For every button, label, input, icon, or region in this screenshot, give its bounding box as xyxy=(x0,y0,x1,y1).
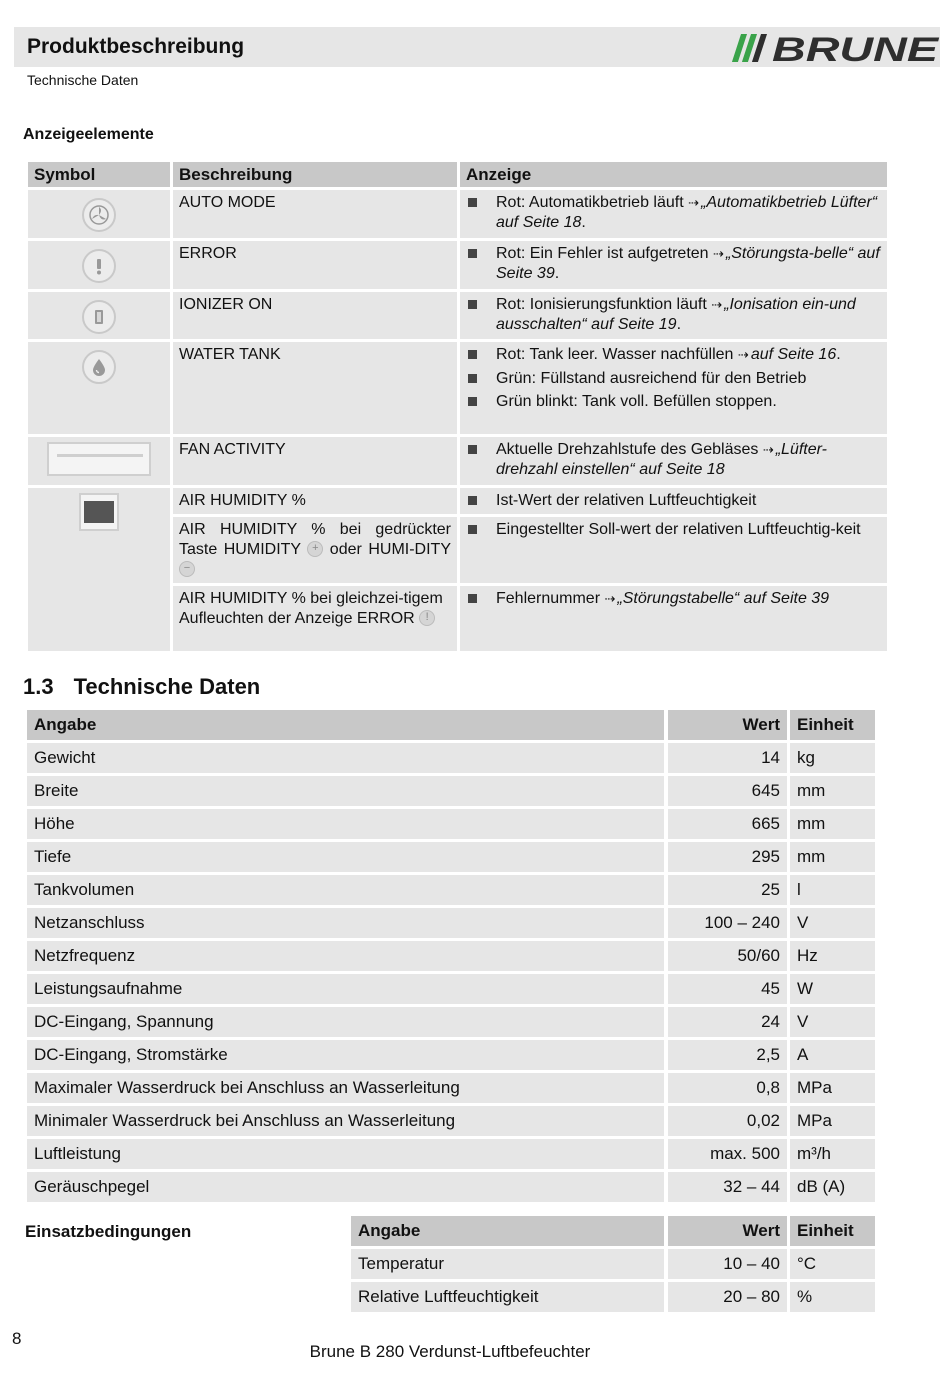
indicator-entry xyxy=(496,295,881,334)
spec-name: Gewicht xyxy=(27,743,664,773)
spec-unit: °C xyxy=(790,1249,875,1279)
indicator-entry xyxy=(496,520,881,540)
entry-text: Rot: Tank leer. Wasser nachfüllen xyxy=(496,346,738,363)
arrow-icon: ⇢ xyxy=(688,195,700,210)
page-reference: auf Seite 16 xyxy=(750,346,837,363)
spec-value: 645 xyxy=(668,776,787,806)
entry-text: Ist-Wert der relativen Luftfeuchtigkeit xyxy=(496,492,757,509)
column-header: Einheit xyxy=(790,1216,875,1246)
logo-text: BRUNE xyxy=(772,31,940,65)
description-label: oder HUMI-DITY xyxy=(323,540,451,558)
spec-unit: A xyxy=(790,1040,875,1070)
indicator-entry xyxy=(496,392,881,412)
entry-text: Grün: Füllstand ausreichend für den Betrieb xyxy=(496,369,807,387)
operating-conditions-label: Einsatzbedingungen xyxy=(25,1222,192,1241)
entry-tail: . xyxy=(581,213,586,231)
spec-name: Minimaler Wasserdruck bei Anschluss an Wasserleitung xyxy=(27,1106,664,1136)
spec-unit: Hz xyxy=(790,941,875,971)
page-subtitle: Technische Daten xyxy=(27,72,139,88)
spec-value: max. 500 xyxy=(668,1139,787,1169)
spec-unit: mm xyxy=(790,842,875,872)
description-cell xyxy=(173,342,457,434)
column-header: Einheit xyxy=(790,710,875,740)
spec-name: Netzanschluss xyxy=(27,908,664,938)
arrow-icon: ⇢ xyxy=(713,246,724,261)
spec-name: Geräuschpegel xyxy=(27,1172,664,1202)
spec-name: Tiefe xyxy=(27,842,664,872)
arrow-icon: ⇢ xyxy=(711,297,723,312)
spec-unit: MPa xyxy=(790,1106,875,1136)
indicator-entry xyxy=(496,491,881,511)
section-number: 1.3 xyxy=(23,674,54,699)
entry-tail: . xyxy=(836,346,841,363)
page-reference: „Lüfter-drehzahl einstellen“ auf Seite 18 xyxy=(496,441,827,478)
spec-unit: V xyxy=(790,1007,875,1037)
exclamation-icon xyxy=(82,249,116,283)
spec-value: 665 xyxy=(668,809,787,839)
exclamation-icon: ! xyxy=(419,610,435,626)
display-section-label: Anzeigeelemente xyxy=(23,126,154,143)
description-cell xyxy=(173,517,457,583)
page-number: 8 xyxy=(12,1329,22,1348)
indicator-entry xyxy=(496,440,881,479)
column-header: Anzeige xyxy=(460,162,887,187)
entry-text: Aktuelle Drehzahlstufe des Gebläses xyxy=(496,441,763,458)
symbol-cell xyxy=(28,488,170,651)
spec-name: Tankvolumen xyxy=(27,875,664,905)
spec-name: Luftleistung xyxy=(27,1139,664,1169)
indicator-entry xyxy=(496,193,881,232)
page-title: Produktbeschreibung xyxy=(27,35,245,58)
spec-name: Maximaler Wasserdruck bei Anschluss an Wasserleitung xyxy=(27,1073,664,1103)
description-label: ERROR xyxy=(179,245,237,262)
spec-value: 0,02 xyxy=(668,1106,787,1136)
arrow-icon: ⇢ xyxy=(737,347,749,362)
spec-unit: dB (A) xyxy=(790,1172,875,1202)
description-cell xyxy=(173,437,457,485)
description-label: AUTO MODE xyxy=(179,194,276,211)
spec-value: 10 – 40 xyxy=(668,1249,787,1279)
spec-value: 20 – 80 xyxy=(668,1282,787,1312)
description-cell xyxy=(173,292,457,339)
description-cell xyxy=(173,488,457,514)
spec-name: Temperatur xyxy=(351,1249,664,1279)
spec-name: Leistungsaufnahme xyxy=(27,974,664,1004)
entry-text: Fehlernummer xyxy=(496,590,605,607)
spec-value: 32 – 44 xyxy=(668,1172,787,1202)
symbol-cell xyxy=(28,437,170,485)
page-reference: „Störungstabelle“ auf Seite 39 xyxy=(617,590,830,607)
fan-activity-display-icon xyxy=(47,442,151,476)
indicator-entry xyxy=(496,244,881,283)
description-label: AIR HUMIDITY % bei gleichzei-tigem Aufleuchten der Anzeige ERROR xyxy=(179,590,443,627)
description-label: AIR HUMIDITY % bei gedrückter Taste HUMIDITY xyxy=(179,521,451,558)
spec-unit: kg xyxy=(790,743,875,773)
indicator-cell xyxy=(460,190,887,238)
column-header: Angabe xyxy=(351,1216,664,1246)
spec-value: 24 xyxy=(668,1007,787,1037)
symbol-cell xyxy=(28,292,170,339)
spec-unit: mm xyxy=(790,809,875,839)
fan-level-bar xyxy=(57,454,143,457)
page-reference: „Störungsta-belle“ auf Seite 39 xyxy=(496,245,880,282)
arrow-icon: ⇢ xyxy=(762,442,774,457)
spec-unit: MPa xyxy=(790,1073,875,1103)
humidity-display-icon xyxy=(79,493,119,531)
spec-unit: mm xyxy=(790,776,875,806)
section-title: Technische Daten xyxy=(73,674,261,699)
indicator-cell xyxy=(460,292,887,339)
ionizer-icon xyxy=(82,300,116,334)
spec-unit: l xyxy=(790,875,875,905)
symbol-cell xyxy=(28,241,170,289)
description-cell xyxy=(173,190,457,238)
indicator-entry xyxy=(496,369,881,389)
spec-value: 50/60 xyxy=(668,941,787,971)
description-cell xyxy=(173,241,457,289)
spec-name: Breite xyxy=(27,776,664,806)
column-header: Symbol xyxy=(28,162,170,187)
arrow-icon: ⇢ xyxy=(604,591,616,606)
description-label: FAN ACTIVITY xyxy=(179,441,286,458)
spec-unit: m³/h xyxy=(790,1139,875,1169)
spec-value: 14 xyxy=(668,743,787,773)
description-label: IONIZER ON xyxy=(179,296,273,313)
minus-icon: − xyxy=(179,561,195,577)
spec-name: DC-Eingang, Spannung xyxy=(27,1007,664,1037)
entry-text: Rot: Ionisierungsfunktion läuft xyxy=(496,296,712,313)
plus-icon: + xyxy=(307,541,323,557)
indicator-cell xyxy=(460,517,887,583)
spec-name: Höhe xyxy=(27,809,664,839)
column-header: Wert xyxy=(668,1216,787,1246)
column-header: Angabe xyxy=(27,710,664,740)
fan-icon xyxy=(82,198,116,232)
indicator-cell xyxy=(460,586,887,651)
spec-unit: V xyxy=(790,908,875,938)
column-header: Wert xyxy=(668,710,787,740)
description-label: AIR HUMIDITY % xyxy=(179,492,306,509)
indicator-cell xyxy=(460,342,887,434)
entry-tail: . xyxy=(676,315,682,333)
spec-value: 0,8 xyxy=(668,1073,787,1103)
page-reference: „Automatikbetrieb Lüfter“ auf Seite 18 xyxy=(496,194,878,231)
entry-text: Eingestellter Soll-wert der relativen Luftfeuchtig-keit xyxy=(496,521,861,538)
spec-value: 100 – 240 xyxy=(668,908,787,938)
tech-data-heading xyxy=(23,674,260,700)
column-header: Beschreibung xyxy=(173,162,457,187)
brune-logo xyxy=(728,31,940,65)
entry-text: Grün blinkt: Tank voll. Befüllen stoppen. xyxy=(496,393,777,410)
spec-unit: % xyxy=(790,1282,875,1312)
spec-unit: W xyxy=(790,974,875,1004)
spec-value: 295 xyxy=(668,842,787,872)
spec-value: 45 xyxy=(668,974,787,1004)
spec-value: 2,5 xyxy=(668,1040,787,1070)
page-reference: „Ionisation ein-und ausschalten“ auf Seite 19 xyxy=(496,296,856,333)
indicator-entry xyxy=(496,345,881,365)
indicator-cell xyxy=(460,488,887,514)
spec-name: DC-Eingang, Stromstärke xyxy=(27,1040,664,1070)
entry-tail: . xyxy=(554,264,560,282)
indicator-entry xyxy=(496,589,881,609)
symbol-cell xyxy=(28,342,170,434)
water-drop-icon xyxy=(82,350,116,384)
footer-title: Brune B 280 Verdunst-Luftbefeuchter xyxy=(309,1342,591,1361)
symbol-cell xyxy=(28,190,170,238)
spec-value: 25 xyxy=(668,875,787,905)
entry-text: Rot: Automatikbetrieb läuft xyxy=(496,194,689,211)
indicator-cell xyxy=(460,241,887,289)
description-cell xyxy=(173,586,457,651)
description-label: WATER TANK xyxy=(179,346,281,363)
display-screen xyxy=(84,501,114,523)
spec-name: Relative Luftfeuchtigkeit xyxy=(351,1282,664,1312)
indicator-cell xyxy=(460,437,887,485)
spec-name: Netzfrequenz xyxy=(27,941,664,971)
entry-text: Rot: Ein Fehler ist aufgetreten xyxy=(496,245,713,262)
